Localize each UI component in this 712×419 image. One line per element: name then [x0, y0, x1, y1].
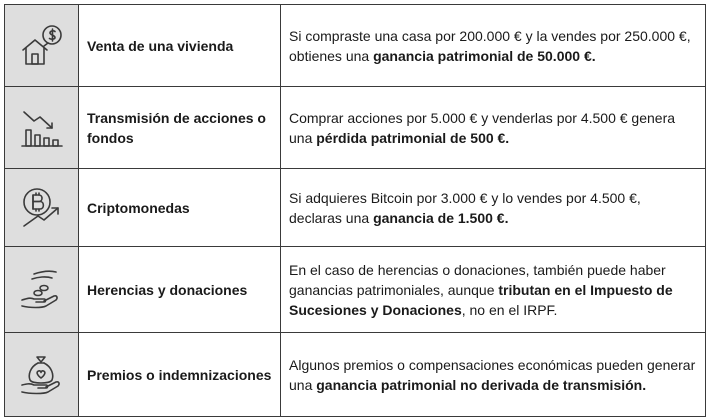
- description-text: En el caso de herencias o donaciones, también puede haber ganancias patrimoniales, aunque: [289, 261, 666, 298]
- capital-gains-examples-table: [4, 4, 706, 417]
- house-coin-icon: [18, 22, 66, 70]
- bitcoin-growth-icon: [18, 184, 66, 232]
- description-highlight: ganancia de 1.500 €.: [373, 209, 509, 226]
- table-row: [5, 247, 705, 333]
- description-cell: [281, 333, 705, 416]
- icon-cell: [5, 169, 79, 246]
- description-highlight: tributan en el Impuesto de Sucesiones y Donaciones: [289, 281, 673, 318]
- description-highlight: ganancia patrimonial no derivada de transmisión.: [316, 376, 647, 393]
- description-text: Si compraste una casa por 200.000 € y la vendes por 250.000 €, obtienes una: [289, 27, 691, 64]
- description-cell: [281, 247, 705, 332]
- description-text: Comprar acciones por 5.000 € y venderlas por 4.500 € genera una: [289, 109, 676, 146]
- icon-cell: [5, 5, 79, 86]
- description-text-end: , no en el IRPF.: [461, 301, 558, 318]
- concept-label: Premios o indemnizaciones: [79, 333, 281, 416]
- table-row: [5, 5, 705, 87]
- money-bag-heart-icon: [18, 351, 66, 399]
- table-row: [5, 169, 705, 247]
- table-row: [5, 87, 705, 169]
- concept-label: Herencias y donaciones: [79, 247, 281, 332]
- description-text: Si adquieres Bitcoin por 3.000 € y lo vendes por 4.500 €, declaras una: [289, 189, 641, 226]
- description-highlight: pérdida patrimonial de 500 €.: [316, 129, 510, 146]
- declining-bar-chart-icon: [18, 104, 66, 152]
- hand-giving-coins-icon: [18, 266, 66, 314]
- icon-cell: [5, 247, 79, 332]
- description-cell: [281, 5, 705, 86]
- description-highlight: ganancia patrimonial de 50.000 €.: [373, 47, 596, 64]
- table-row: [5, 333, 705, 416]
- icon-cell: [5, 87, 79, 168]
- description-cell: [281, 169, 705, 246]
- icon-cell: [5, 333, 79, 416]
- description-text: Algunos premios o compensaciones económicas pueden generar una: [289, 356, 696, 393]
- concept-label: Transmisión de acciones o fondos: [79, 87, 281, 168]
- concept-label: Criptomonedas: [79, 169, 281, 246]
- description-cell: [281, 87, 705, 168]
- concept-label: Venta de una vivienda: [79, 5, 281, 86]
